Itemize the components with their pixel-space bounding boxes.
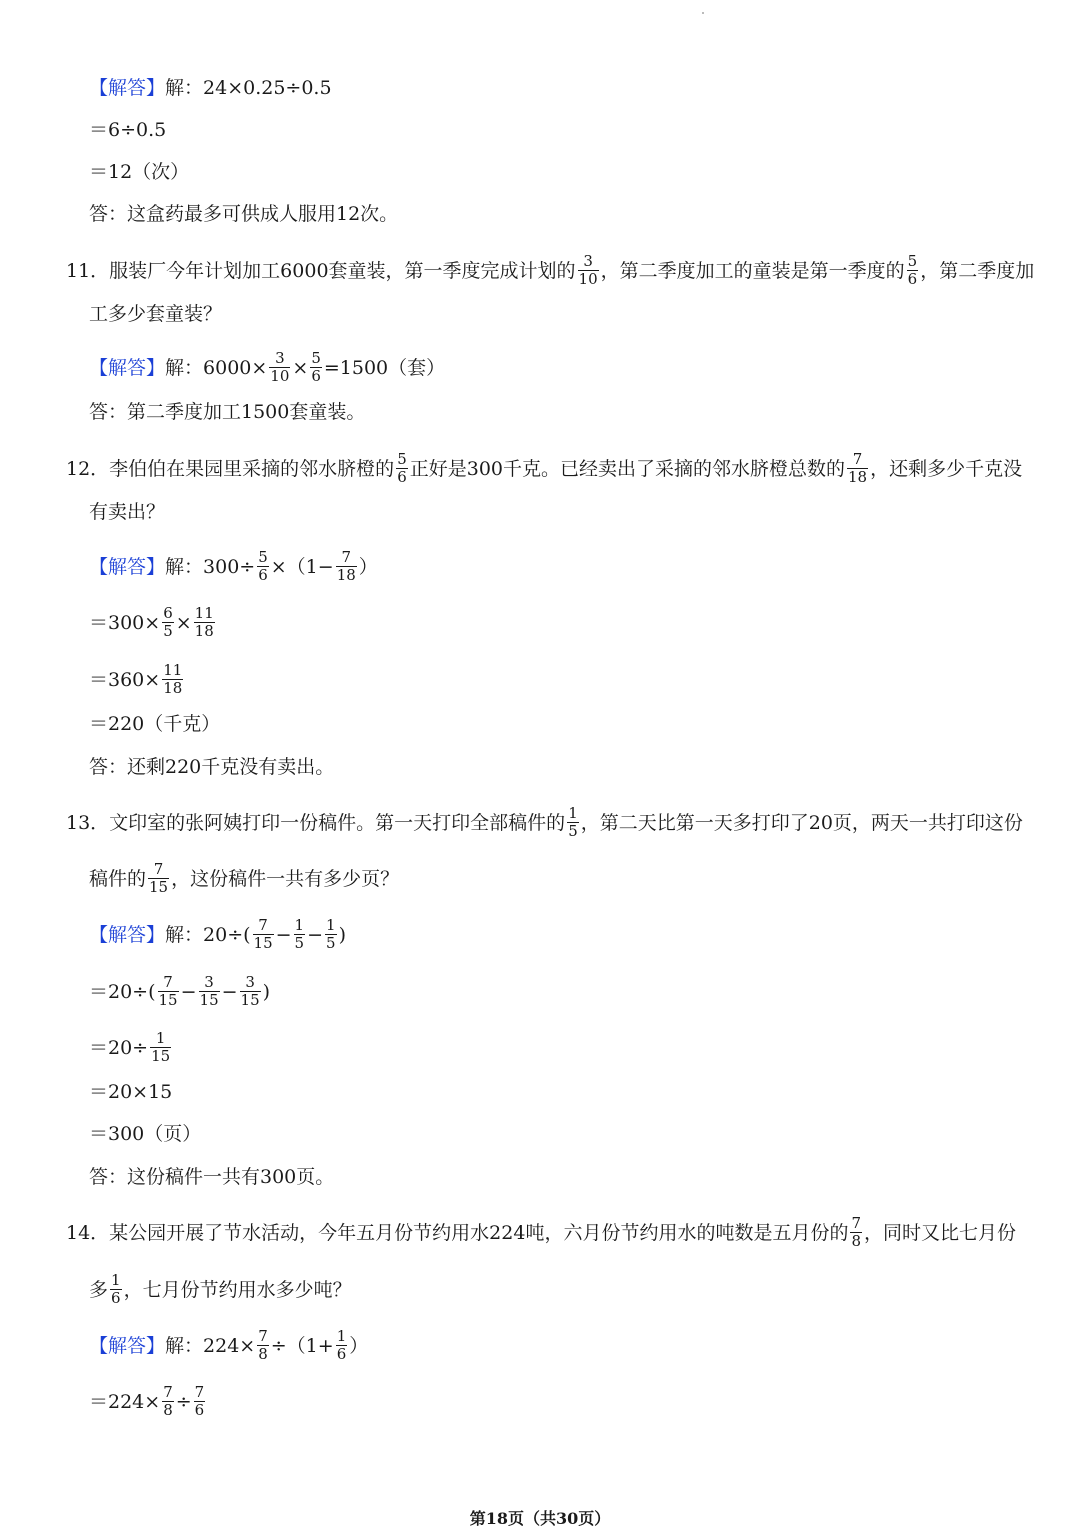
denominator: 8 bbox=[163, 1401, 173, 1419]
denominator: 6 bbox=[907, 270, 918, 288]
numerator: 5 bbox=[258, 548, 268, 566]
q12-s2-text-a: ＝300× bbox=[89, 611, 161, 634]
q14-s1-text-a: 解：224× bbox=[165, 1334, 256, 1357]
numerator: 7 bbox=[163, 973, 173, 991]
fraction bbox=[162, 1385, 174, 1418]
q14-text-a: 14．某公园开展了节水活动，今年五月份节约用水224吨，六月份节约用水的吨数是五月份的 bbox=[66, 1221, 849, 1244]
prev-answer: 答：这盒药最多可供成人服用12次。 bbox=[89, 203, 399, 225]
q13-l2-text-a: 稿件的 bbox=[89, 867, 147, 890]
q11-text-a: 11．服装厂今年计划加工6000套童装，第一季度完成计划的 bbox=[66, 259, 576, 282]
fraction bbox=[194, 1385, 206, 1418]
q13-solution-1 bbox=[89, 918, 346, 951]
numerator: 3 bbox=[583, 252, 593, 270]
q13-solution-2 bbox=[89, 975, 270, 1008]
q14-s1-text-b: ÷（1+ bbox=[270, 1334, 334, 1357]
numerator: 6 bbox=[163, 604, 173, 622]
q13-solution-5: ＝300（页） bbox=[89, 1123, 202, 1145]
solution-tag: 【解答】 bbox=[89, 1334, 166, 1357]
fraction bbox=[110, 1273, 122, 1306]
denominator: 10 bbox=[270, 367, 290, 385]
q11-solution bbox=[89, 351, 445, 384]
denominator: 6 bbox=[397, 468, 407, 486]
fraction bbox=[578, 254, 599, 287]
question-13 bbox=[66, 806, 1023, 839]
scan-dot bbox=[702, 12, 704, 14]
numerator: 11 bbox=[163, 661, 183, 679]
denominator: 15 bbox=[253, 934, 273, 952]
numerator: 5 bbox=[907, 252, 918, 270]
numerator: 1 bbox=[568, 804, 578, 822]
q12-solution-1 bbox=[89, 550, 378, 583]
fraction bbox=[396, 452, 408, 485]
fraction bbox=[257, 1329, 269, 1362]
q12-answer: 答：还剩220千克没有卖出。 bbox=[89, 756, 335, 778]
numerator: 1 bbox=[155, 1029, 166, 1047]
solution-tag: 【解答】 bbox=[89, 923, 166, 946]
times-sign: × bbox=[175, 611, 192, 634]
numerator: 7 bbox=[851, 1214, 861, 1232]
q12-s1-text-c: ） bbox=[358, 555, 378, 578]
question-13-line-2 bbox=[89, 862, 399, 895]
q11-text-b: ，第二季度加工的童装是第一季度的 bbox=[600, 259, 905, 282]
denominator: 15 bbox=[240, 991, 260, 1009]
q13-s1-text-a: 解：20÷( bbox=[165, 923, 251, 946]
q12-s1-text-a: 解：300÷ bbox=[165, 555, 256, 578]
denominator: 18 bbox=[163, 679, 183, 697]
numerator: 7 bbox=[258, 1327, 268, 1345]
denominator: 15 bbox=[151, 1047, 171, 1065]
numerator: 7 bbox=[194, 1383, 205, 1401]
q11-sol-text: 解：6000× bbox=[165, 356, 268, 379]
question-12 bbox=[66, 452, 1022, 485]
fraction bbox=[240, 975, 261, 1008]
question-14-line-2 bbox=[89, 1273, 352, 1306]
q13-l2-text-b: ，这份稿件一共有多少页？ bbox=[171, 867, 400, 890]
q12-solution-4: ＝220（千克） bbox=[89, 713, 221, 735]
numerator: 1 bbox=[326, 916, 336, 934]
q14-solution-1 bbox=[89, 1329, 368, 1362]
q11-sol-result: =1500（套） bbox=[323, 356, 446, 379]
denominator: 18 bbox=[336, 566, 356, 584]
denominator: 5 bbox=[568, 822, 578, 840]
q12-text-c: ，还剩多少千克没 bbox=[870, 457, 1023, 480]
numerator: 7 bbox=[852, 450, 863, 468]
denominator: 10 bbox=[578, 270, 598, 288]
close-paren: ) bbox=[262, 980, 271, 1003]
fraction bbox=[907, 254, 919, 287]
close-paren: ） bbox=[349, 1334, 369, 1357]
times-sign: × bbox=[292, 356, 309, 379]
minus-sign: − bbox=[275, 923, 292, 946]
q13-text-b: ，第二天比第一天多打印了20页，两天一共打印这份 bbox=[580, 811, 1023, 834]
q14-l2-text-b: ，七月份节约用水多少吨？ bbox=[123, 1278, 352, 1301]
denominator: 15 bbox=[149, 878, 169, 896]
minus-sign: − bbox=[221, 980, 238, 1003]
q13-solution-4: ＝20×15 bbox=[89, 1081, 173, 1103]
numerator: 1 bbox=[111, 1271, 121, 1289]
denominator: 6 bbox=[194, 1401, 205, 1419]
fraction bbox=[194, 606, 215, 639]
solution-tag: 【解答】 bbox=[89, 356, 166, 379]
fraction bbox=[325, 918, 337, 951]
prev-solution-line-1 bbox=[89, 76, 332, 100]
q12-s1-text-b: ×（1− bbox=[270, 555, 334, 578]
q14-solution-2 bbox=[89, 1385, 207, 1418]
q13-text-a: 13．文印室的张阿姨打印一份稿件。第一天打印全部稿件的 bbox=[66, 811, 566, 834]
prev-solution-line-2: ＝6÷0.5 bbox=[89, 119, 167, 141]
denominator: 8 bbox=[851, 1232, 861, 1250]
numerator: 1 bbox=[336, 1327, 347, 1345]
numerator: 5 bbox=[311, 349, 321, 367]
q11-answer: 答：第二季度加工1500套童装。 bbox=[89, 401, 366, 423]
q13-solution-3 bbox=[89, 1031, 173, 1064]
question-11 bbox=[66, 254, 1034, 287]
denominator: 6 bbox=[111, 1289, 121, 1307]
numerator: 3 bbox=[204, 973, 214, 991]
denominator: 6 bbox=[311, 367, 321, 385]
minus-sign: − bbox=[180, 980, 197, 1003]
question-14 bbox=[66, 1216, 1016, 1249]
question-11-line-2: 工多少套童装？ bbox=[89, 303, 223, 325]
numerator: 3 bbox=[245, 973, 255, 991]
fraction bbox=[158, 975, 179, 1008]
fraction bbox=[847, 452, 868, 485]
denominator: 5 bbox=[326, 934, 336, 952]
prev-solution-line-3: ＝12（次） bbox=[89, 161, 190, 183]
q12-solution-3 bbox=[89, 663, 185, 696]
fraction bbox=[336, 1329, 348, 1362]
fraction bbox=[150, 1031, 171, 1064]
minus-sign: − bbox=[307, 923, 324, 946]
q12-text-b: 正好是300千克。已经卖出了采摘的邻水脐橙总数的 bbox=[409, 457, 846, 480]
denominator: 5 bbox=[294, 934, 305, 952]
solution-tag: 【解答】 bbox=[89, 77, 166, 99]
divide-sign: ÷ bbox=[175, 1390, 192, 1413]
q13-answer: 答：这份稿件一共有300页。 bbox=[89, 1166, 335, 1188]
denominator: 6 bbox=[336, 1345, 347, 1363]
question-12-line-2: 有卖出？ bbox=[89, 501, 166, 523]
denominator: 15 bbox=[158, 991, 178, 1009]
q14-text-b: ，同时又比七月份 bbox=[864, 1221, 1017, 1244]
fraction bbox=[294, 918, 306, 951]
numerator: 3 bbox=[275, 349, 285, 367]
numerator: 7 bbox=[341, 548, 351, 566]
fraction bbox=[257, 550, 269, 583]
numerator: 5 bbox=[397, 450, 407, 468]
fraction bbox=[567, 806, 579, 839]
numerator: 7 bbox=[258, 916, 268, 934]
fraction bbox=[336, 550, 357, 583]
q11-text-c: ，第二季度加 bbox=[920, 259, 1035, 282]
fraction bbox=[253, 918, 274, 951]
q13-s2-text-a: ＝20÷( bbox=[89, 980, 156, 1003]
denominator: 5 bbox=[163, 622, 173, 640]
fraction bbox=[148, 862, 169, 895]
denominator: 6 bbox=[258, 566, 268, 584]
fraction bbox=[310, 351, 322, 384]
page-footer: 第18页（共30页） bbox=[469, 1509, 611, 1528]
q14-s2-text-a: ＝224× bbox=[89, 1390, 161, 1413]
prev-solution-text: 解：24×0.25÷0.5 bbox=[165, 77, 332, 99]
q14-l2-text-a: 多 bbox=[89, 1278, 109, 1301]
close-paren: ) bbox=[338, 923, 346, 946]
numerator: 11 bbox=[194, 604, 214, 622]
fraction bbox=[850, 1216, 862, 1249]
q13-s3-text: ＝20÷ bbox=[89, 1036, 149, 1059]
numerator: 7 bbox=[153, 860, 164, 878]
q12-s3-text: ＝360× bbox=[89, 668, 161, 691]
fraction bbox=[199, 975, 220, 1008]
fraction bbox=[162, 606, 174, 639]
q12-text-a: 12．李伯伯在果园里采摘的邻水脐橙的 bbox=[66, 457, 395, 480]
denominator: 15 bbox=[199, 991, 219, 1009]
numerator: 1 bbox=[294, 916, 305, 934]
q12-solution-2 bbox=[89, 606, 217, 639]
denominator: 18 bbox=[848, 468, 868, 486]
denominator: 8 bbox=[258, 1345, 268, 1363]
numerator: 7 bbox=[163, 1383, 173, 1401]
solution-tag: 【解答】 bbox=[89, 555, 166, 578]
fraction bbox=[269, 351, 290, 384]
fraction bbox=[162, 663, 183, 696]
denominator: 18 bbox=[194, 622, 214, 640]
